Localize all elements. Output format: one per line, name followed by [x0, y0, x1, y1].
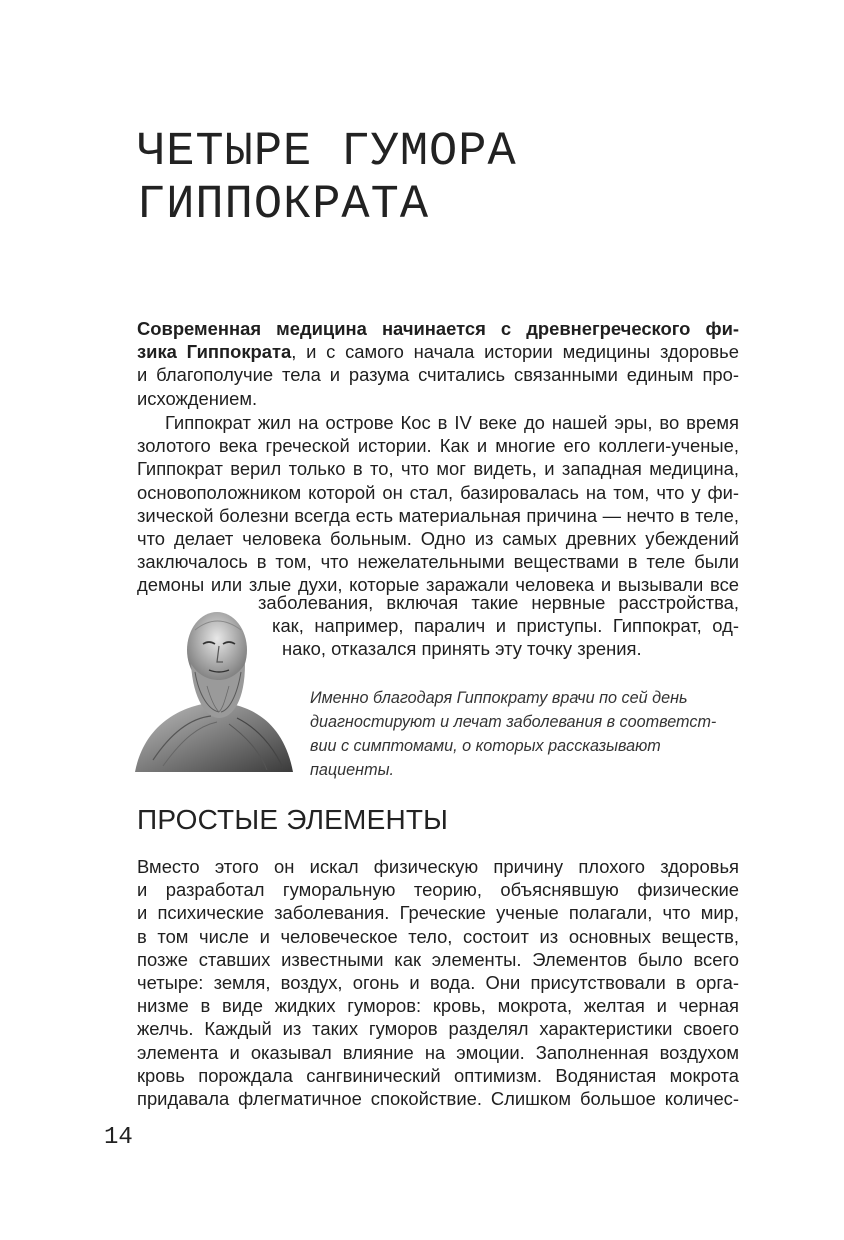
paragraph-line: Современная медицина начинается с древнегреческого фи- [137, 318, 739, 339]
paragraph-line-rest: , и с самого начала истории медицины здоровье [291, 341, 739, 363]
paragraph-line: заключалось в том, что нежелательными веществами в теле были [137, 551, 739, 573]
paragraph-line: зической болезни всегда есть материальная причина — нечто в теле, [137, 504, 739, 526]
caption-line: пациенты. [310, 761, 394, 779]
paragraph-line: кровь порождала сангвинический оптимизм. Водянистая мокрота [137, 1064, 739, 1086]
paragraph-line: в том числе и человеческое тело, состоит из основных веществ, [137, 925, 739, 947]
paragraph-line: элемента и оказывал влияние на эмоции. Заполненная воздухом [137, 1041, 739, 1063]
paragraph-line: низме в виде жидких гуморов: кровь, мокрота, желтая и черная [137, 995, 739, 1017]
page-number: 14 [104, 1124, 133, 1151]
paragraph-line: и разработал гуморальную теорию, объяснявшую физические [137, 879, 739, 901]
paragraph-line: позже ставших известными как элементы. Элементов было всего [137, 948, 739, 970]
paragraph-line: Гиппократ жил на острове Кос в IV веке до нашей эры, во время [165, 412, 739, 433]
paragraph-hippocrates-life [137, 411, 739, 597]
paragraph-line: что делает человека больным. Одно из самых древних убеждений [137, 528, 739, 550]
portrait-caption [310, 686, 730, 782]
bold-phrase: зика Гиппократа [137, 341, 292, 363]
caption-line: Именно благодаря Гиппократу врачи по сей день [310, 689, 688, 707]
title-line-1: ЧЕТЫРЕ ГУМОРА [137, 126, 517, 179]
paragraph-line [137, 340, 739, 363]
paragraph-line: золотого века греческой истории. Как и многие его коллеги-ученые, [137, 435, 739, 457]
paragraph-line: и психические заболевания. Греческие ученые полагали, что мир, [137, 902, 739, 924]
paragraph-line: заболевания, включая такие нервные расстройства, [258, 592, 739, 613]
paragraph-line: основоположником которой он стал, базировалась на том, что у фи- [137, 481, 739, 503]
caption-line: вии с симптомами, о которых рассказывают [310, 737, 661, 755]
page-title [137, 126, 757, 232]
paragraph-line: исхождением. [137, 387, 258, 409]
paragraph-line: демоны или злые духи, которые заражали человека и вызывали все [137, 574, 739, 596]
title-line-2: ГИППОКРАТА [137, 179, 430, 232]
paragraph-line: желчь. Каждый из таких гуморов разделял характеристики своего [137, 1018, 739, 1040]
hippocrates-bust-icon [133, 600, 293, 772]
paragraph-line: как, например, паралич и приступы. Гиппократ, од- [272, 615, 739, 637]
section-heading: ПРОСТЫЕ ЭЛЕМЕНТЫ [137, 804, 449, 835]
paragraph-line: и благополучие тела и разума считались связанными единым про- [137, 364, 739, 386]
paragraph-line: Вместо этого он искал физическую причину плохого здоровья [137, 856, 739, 877]
paragraph-intro [137, 317, 739, 410]
hippocrates-portrait-image [133, 600, 293, 772]
paragraph-line: придавала флегматичное спокойствие. Слишком большое количес- [137, 1088, 739, 1110]
caption-line: диагностируют и лечат заболевания в соответст- [310, 713, 717, 731]
paragraph-line: четыре: земля, воздух, огонь и вода. Они присутствовали в орга- [137, 972, 739, 994]
paragraph-line: Гиппократ верил только в то, что мог видеть, и западная медицина, [137, 458, 739, 480]
paragraph-line: нако, отказался принять эту точку зрения. [282, 638, 642, 660]
paragraph-wrap-around-portrait [258, 591, 739, 661]
paragraph-humoral-theory [137, 855, 739, 1110]
